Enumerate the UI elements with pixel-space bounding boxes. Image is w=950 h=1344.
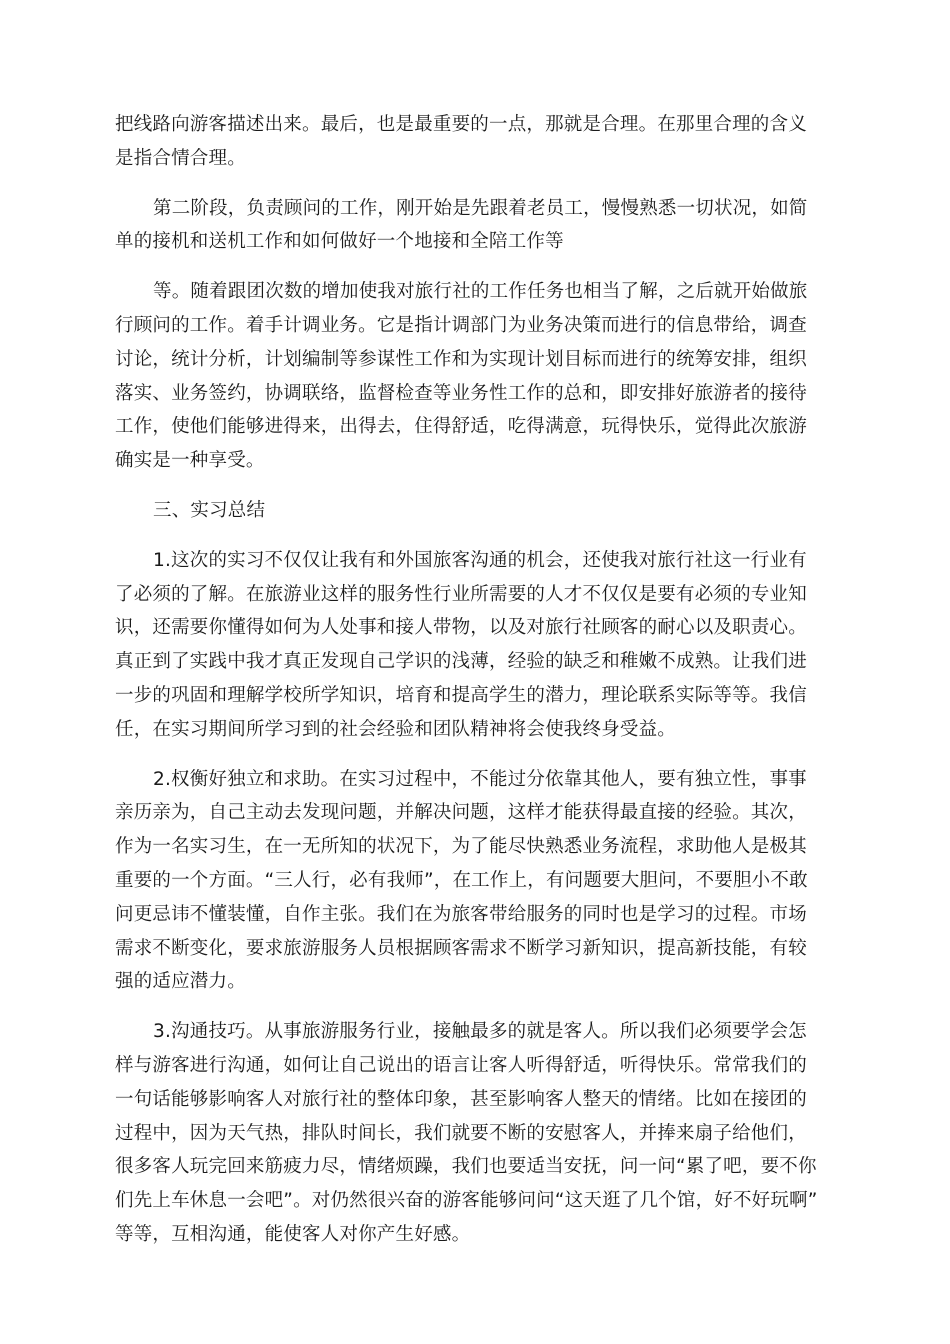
- text-line: 工作，使他们能够进得来，出得去，住得舒适，吃得满意，玩得快乐，觉得此次旅游: [115, 416, 807, 438]
- section-heading: 三、实习总结: [153, 499, 266, 521]
- text-line: 任，在实习期间所学习到的社会经验和团队精神将会使我终身受益。: [115, 718, 677, 740]
- text-line: 一步的巩固和理解学校所学知识，培育和提高学生的潜力，理论联系实际等等。我信: [115, 684, 807, 706]
- text-line: 亲历亲为，自己主动去发现问题，并解决问题，这样才能获得最直接的经验。其次，: [115, 802, 807, 824]
- text-line: 重要的一个方面。“三人行，必有我师”，在工作上，有问题要大胆问，不要胆小不敢: [115, 869, 808, 891]
- text-line: 真正到了实践中我才真正发现自己学识的浅薄，经验的缺乏和稚嫩不成熟。让我们进: [115, 651, 807, 673]
- text-line: 们先上车休息一会吧”。对仍然很兴奋的游客能够问问“这天逛了几个馆，好不好玩啊”: [115, 1190, 818, 1212]
- text-line: 行顾问的工作。着手计调业务。它是指计调部门为业务决策而进行的信息带给，调查: [115, 314, 807, 336]
- text-line: 需求不断变化，要求旅游服务人员根据顾客需求不断学习新知识，提高新技能，有较: [115, 937, 807, 959]
- text-line: 问更忌讳不懂装懂，自作主张。我们在为旅客带给服务的同时也是学习的过程。市场: [115, 903, 807, 925]
- text-line: 确实是一种享受。: [115, 450, 265, 472]
- paragraph-summary-point-3: [115, 1015, 835, 1252]
- paragraph-second-stage: [115, 192, 835, 260]
- text-line: 1.这次的实习不仅仅让我有和外国旅客沟通的机会，还使我对旅行社这一行业有: [153, 549, 807, 571]
- text-line: 把线路向游客描述出来。最后，也是最重要的一点，那就是合理。在那里合理的含义: [115, 114, 807, 135]
- paragraph-travel-consultant: [115, 275, 835, 478]
- text-line: 一句话能够影响客人对旅行社的整体印象，甚至影响客人整天的情绪。比如在接团的: [115, 1088, 807, 1110]
- text-line: 讨论，统计分析，计划编制等参谋性工作和为实现计划目标而进行的统筹安排，组织: [115, 348, 807, 370]
- text-line: 很多客人玩完回来筋疲力尽，情绪烦躁，我们也要适当安抚，问一问“累了吧，要不你: [115, 1156, 817, 1178]
- text-line: 强的适应潜力。: [115, 971, 246, 993]
- paragraph-summary-point-1: [115, 544, 835, 747]
- section-heading-internship-summary: [115, 494, 835, 528]
- text-line: 样与游客进行沟通，如何让自己说出的语言让客人听得舒适，听得快乐。常常我们的: [115, 1054, 807, 1076]
- text-line: 等。随着跟团次数的增加使我对旅行社的工作任务也相当了解，之后就开始做旅: [153, 281, 808, 303]
- text-line: 2.权衡好独立和求助。在实习过程中，不能过分依靠其他人，要有独立性，事事: [153, 768, 807, 790]
- text-line: 作为一名实习生，在一无所知的状况下，为了能尽快熟悉业务流程，求助他人是极其: [115, 836, 807, 858]
- text-line: 3.沟通技巧。从事旅游服务行业，接触最多的就是客人。所以我们必须要学会怎: [153, 1021, 807, 1043]
- document-body: [115, 108, 835, 1268]
- text-line: 落实、业务签约，协调联络，监督检查等业务性工作的总和，即安排好旅游者的接待: [115, 382, 807, 404]
- text-line: 了必须的了解。在旅游业这样的服务性行业所需要的人才不仅仅是要有必须的专业知: [115, 583, 807, 605]
- text-line: 识，还需要你懂得如何为人处事和接人带物，以及对旅行社顾客的耐心以及职责心。: [115, 617, 807, 639]
- text-line: 单的接机和送机工作和如何做好一个地接和全陪工作等: [115, 231, 564, 253]
- text-line: 过程中，因为天气热，排队时间长，我们就要不断的安慰客人，并捧来扇子给他们，: [115, 1122, 807, 1144]
- text-line: 等等，互相沟通，能使客人对你产生好感。: [115, 1223, 471, 1245]
- paragraph-summary-point-2: [115, 763, 835, 1000]
- text-line: 是指合情合理。: [115, 147, 246, 169]
- paragraph-route-description: [115, 108, 835, 176]
- text-line: 第二阶段，负责顾问的工作，刚开始是先跟着老员工，慢慢熟悉一切状况，如简: [153, 197, 808, 219]
